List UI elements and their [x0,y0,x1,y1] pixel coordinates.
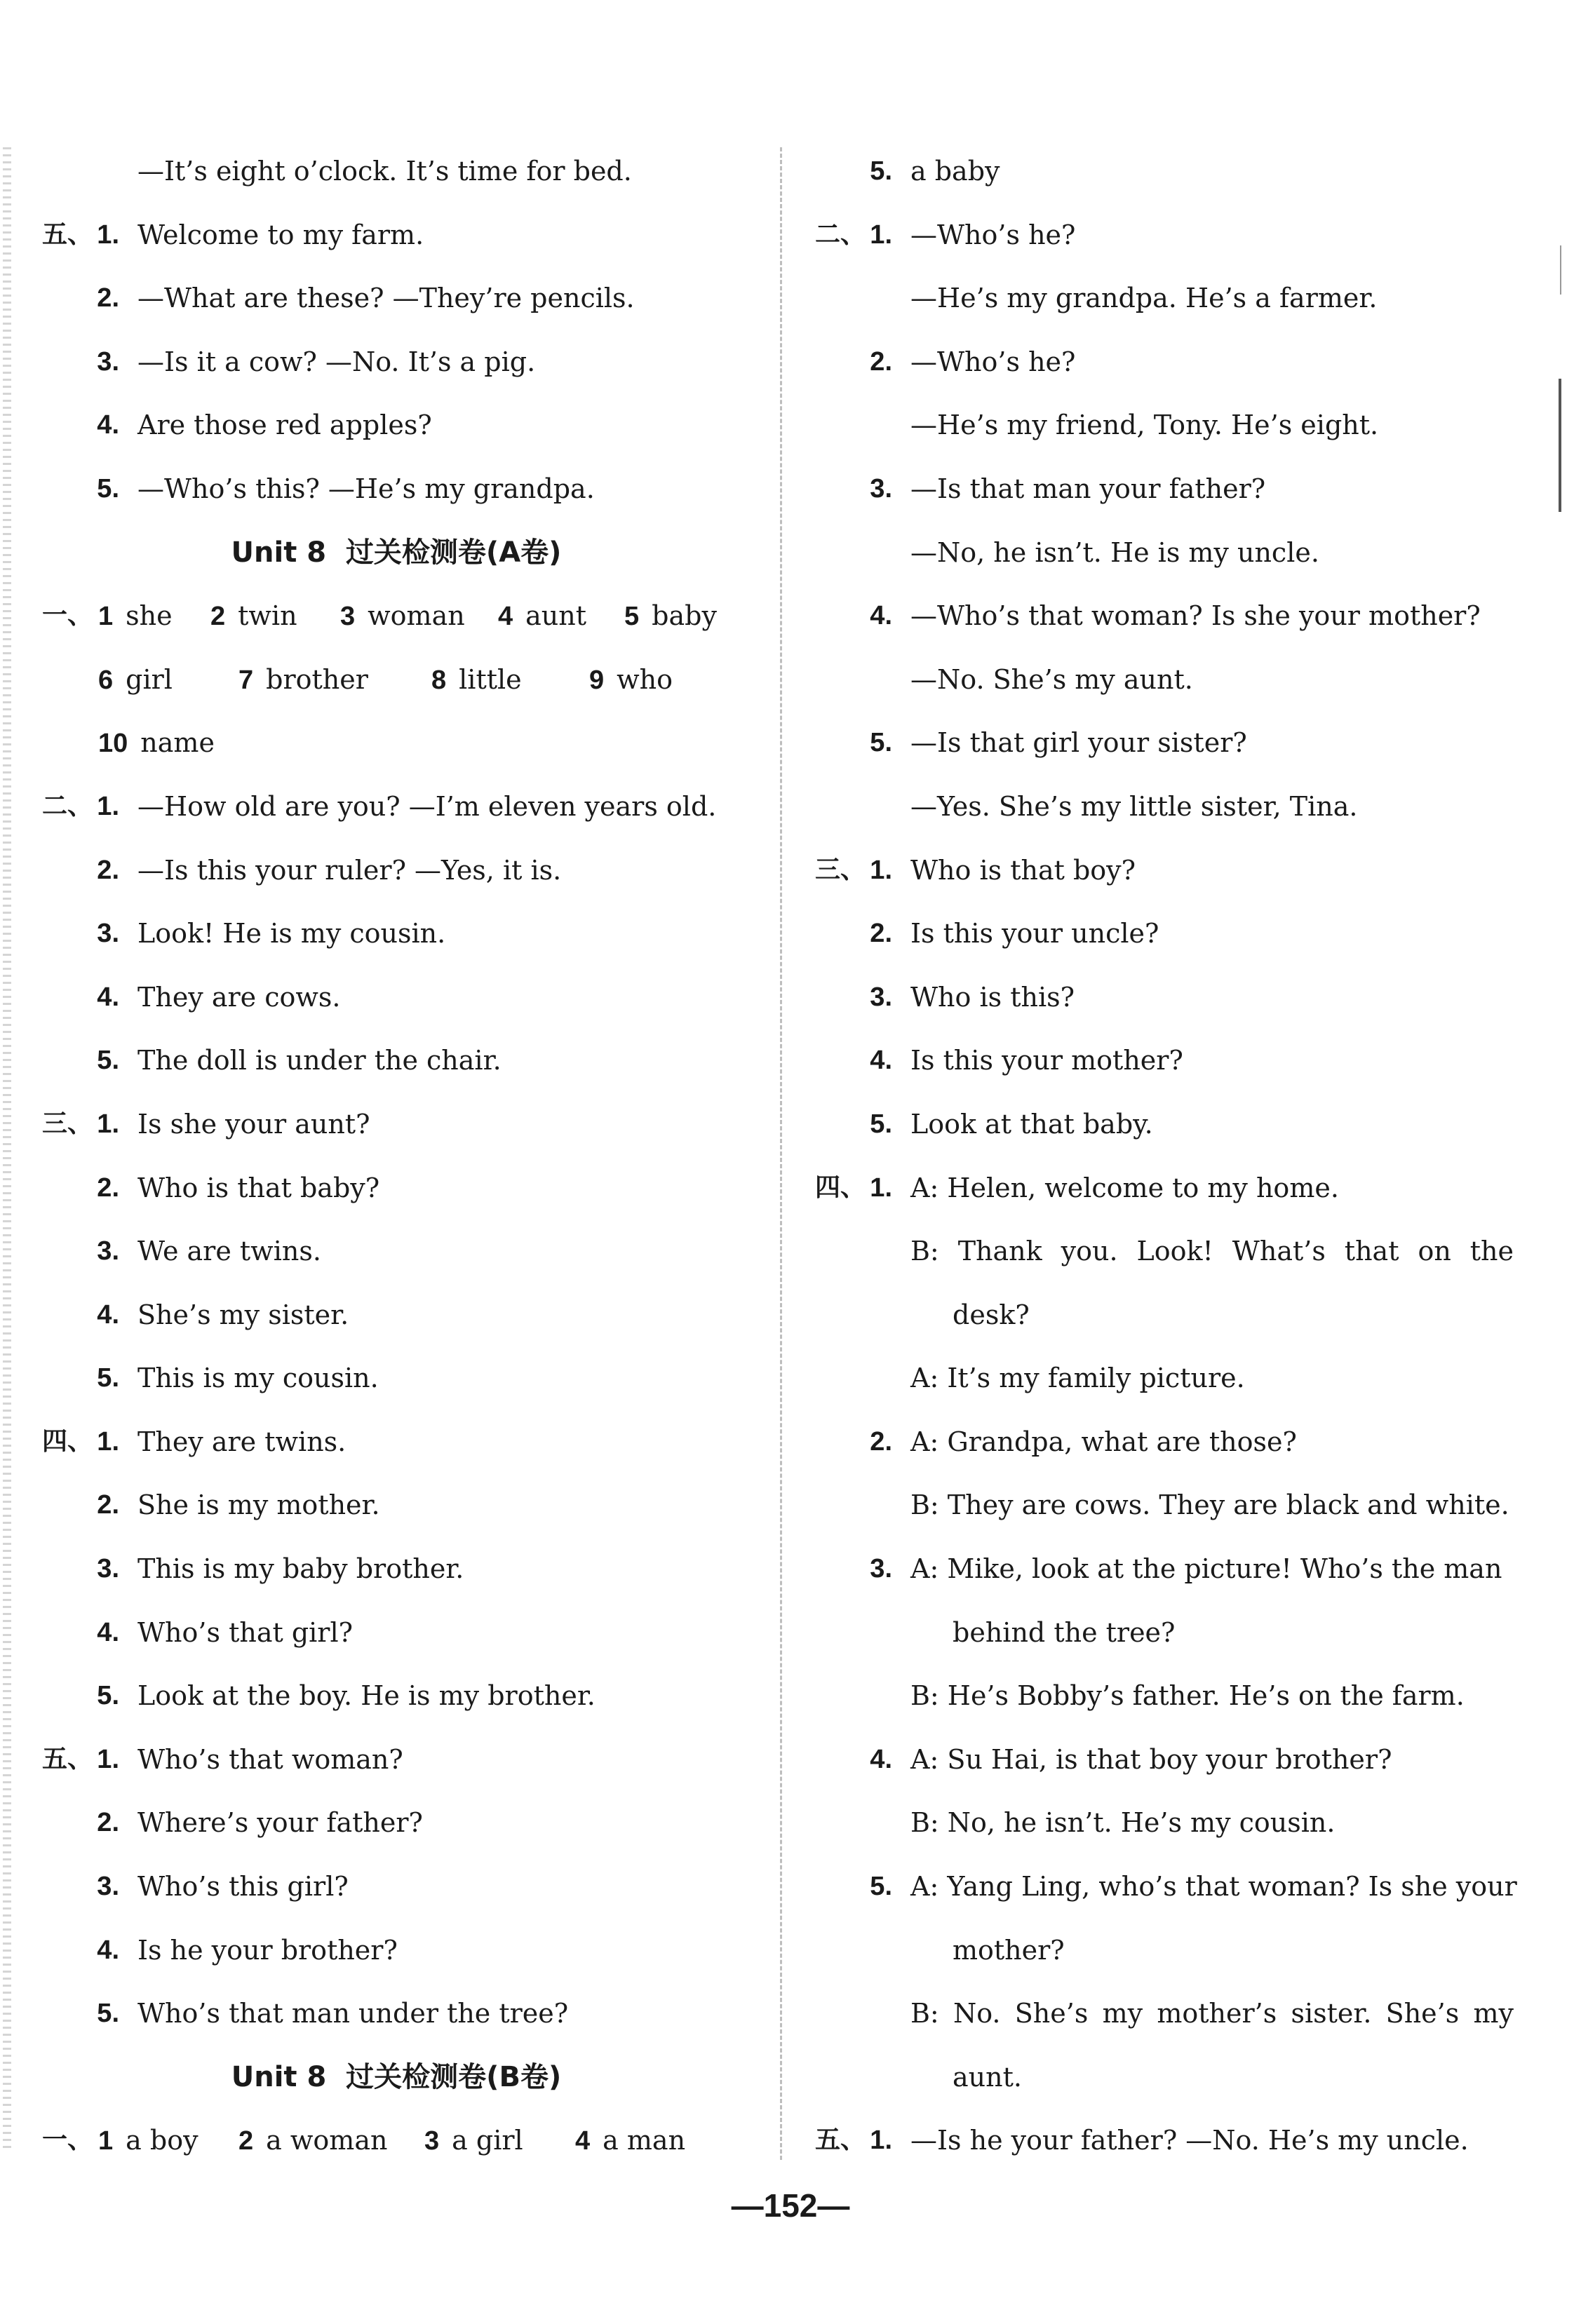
answer-line: 5 . —Is that girl your sister? [815,727,1516,791]
vocab-item: 4 a man [575,2125,686,2156]
answer-line: desk? [953,1299,1030,1330]
answer-line: 5 . Who’s that man under the tree? [42,1998,751,2062]
answer-line: 二、 1 . —How old are you? —I’m eleven years old. [42,791,751,855]
section-number: 二、 [42,791,93,820]
right-column [815,156,1516,2189]
answer-line: 2 . Who is that baby? [42,1173,751,1236]
answer-line: aunt. [953,2061,1022,2093]
answer-line: 4 . Is he your brother? [42,1935,751,1999]
answer-line: 2 . —What are these? —They’re pencils. [42,283,751,346]
answer-line: 4 . Is this your mother? [815,1045,1516,1109]
section-number: 五、 [815,2126,866,2155]
answer-line: 五、 1 . —Is he your father? —No. He’s my uncle. [815,2125,1516,2189]
answer-line: —No, he isn’t. He is my uncle. [910,536,1319,568]
scan-mark [1560,245,1561,295]
vocab-item: 8 little [431,663,522,695]
answer-line: —It’s eight o’clock. It’s time for bed. [137,156,632,187]
vocab-row [42,727,751,791]
answer-line: 3 . —Is that man your father? [815,473,1516,537]
answer-line: 3 . A: Mike, look at the picture! Who’s the man [815,1553,1516,1617]
answer-line: —No. She’s my aunt. [910,663,1193,695]
section-number: 二、 [815,219,866,249]
answer-line: 2 . Is this your uncle? [815,918,1516,982]
answer-line: 四、 1 . A: Helen, welcome to my home. [815,1173,1516,1236]
answer-line: —Yes. She’s my little sister, Tina. [910,790,1358,822]
vocab-item: 3 a girl [424,2125,523,2156]
answer-line: 四、 1 . They are twins. [42,1426,751,1490]
vocab-item: 1 she [98,600,173,632]
answer-line: A: It’s my family picture. [910,1363,1245,1394]
scan-mark [1559,379,1561,512]
answer-line: 5 . Look at that baby. [815,1109,1516,1173]
answer-line: 4 . Are those red apples? [42,410,751,473]
answer-line: 5 . A: Yang Ling, who’s that woman? Is she your [815,1871,1516,1935]
vocab-item: 9 who [589,663,673,695]
vocab-item: 1 a boy [98,2125,199,2156]
section-number: 一、 [42,2126,93,2155]
answer-line: 2 . —Is this your ruler? —Yes, it is. [42,855,751,919]
section-number: 四、 [42,1426,93,1456]
answer-line: B: They are cows. They are black and white. [910,1489,1509,1521]
vocab-item: 2 a woman [238,2125,388,2156]
section-number: 三、 [815,855,866,884]
answer-line: 4 . A: Su Hai, is that boy your brother? [815,1744,1516,1808]
answer-line: 2 . She is my mother. [42,1489,751,1553]
unit-heading: Unit 8 过关检测卷(A卷) [231,536,562,569]
answer-line: 5 . This is my cousin. [42,1363,751,1426]
section-number: 四、 [815,1173,866,1202]
answer-line: B: No. She’s my mother’s sister. She’s my [910,1998,1514,2029]
section-number: 三、 [42,1109,93,1138]
vocab-item: 2 twin [210,600,297,632]
answer-line: 3 . —Is it a cow? —No. It’s a pig. [42,346,751,410]
answer-line: —He’s my friend, Tony. He’s eight. [910,410,1379,441]
answer-line: 4 . —Who’s that woman? Is she your mother? [815,600,1516,664]
unit-heading: Unit 8 过关检测卷(B卷) [231,2060,562,2093]
answer-line: behind the tree? [953,1616,1176,1648]
answer-line: 3 . Who’s this girl? [42,1871,751,1935]
vocab-item: 3 woman [340,600,465,632]
vocab-item: 10 name [98,727,215,759]
answer-line: 3 . This is my baby brother. [42,1553,751,1617]
vocab-row [42,664,751,728]
answer-line: 2 . A: Grandpa, what are those? [815,1426,1516,1490]
section-number: 一、 [42,601,93,630]
answer-line: 3 . Look! He is my cousin. [42,918,751,982]
answer-line: 4 . They are cows. [42,982,751,1046]
vocab-item: 7 brother [238,663,368,695]
answer-line: 2 . —Who’s he? [815,346,1516,410]
answer-line: —He’s my grandpa. He’s a farmer. [910,283,1378,314]
answer-line: B: He’s Bobby’s father. He’s on the farm. [910,1680,1465,1712]
answer-line: 二、 1 . —Who’s he? [815,219,1516,283]
answer-line: 2 . Where’s your father? [42,1807,751,1871]
answer-line: mother? [953,1934,1065,1966]
answer-line: 五、 1 . Welcome to my farm. [42,219,751,283]
left-column [42,156,751,2189]
page-number: —152— [731,2187,850,2224]
answer-line: 三、 1 . Who is that boy? [815,855,1516,919]
answer-line: B: Thank you. Look! What’s that on the [910,1236,1514,1267]
vocab-row [42,600,751,664]
answer-line: 5 . a baby [815,156,1516,219]
answer-line: 3 . We are twins. [42,1236,751,1299]
answer-line: 5 . The doll is under the chair. [42,1045,751,1109]
answer-line: 5 . —Who’s this? —He’s my grandpa. [42,473,751,537]
section-number: 五、 [42,219,93,249]
answer-line: 4 . She’s my sister. [42,1299,751,1363]
answer-line: 3 . Who is this? [815,982,1516,1046]
answer-line: 五、 1 . Who’s that woman? [42,1744,751,1808]
page-edge-binding [3,147,11,2153]
section-number: 五、 [42,1744,93,1774]
answer-line: B: No, he isn’t. He’s my cousin. [910,1807,1336,1839]
vocab-item: 5 baby [624,600,717,632]
answer-line: 5 . Look at the boy. He is my brother. [42,1680,751,1744]
vocab-row [42,2125,751,2189]
answer-line: 三、 1 . Is she your aunt? [42,1109,751,1173]
column-divider [780,147,782,2160]
answer-line: 4 . Who’s that girl? [42,1617,751,1681]
vocab-item: 6 girl [98,663,173,695]
vocab-item: 4 aunt [498,600,587,632]
